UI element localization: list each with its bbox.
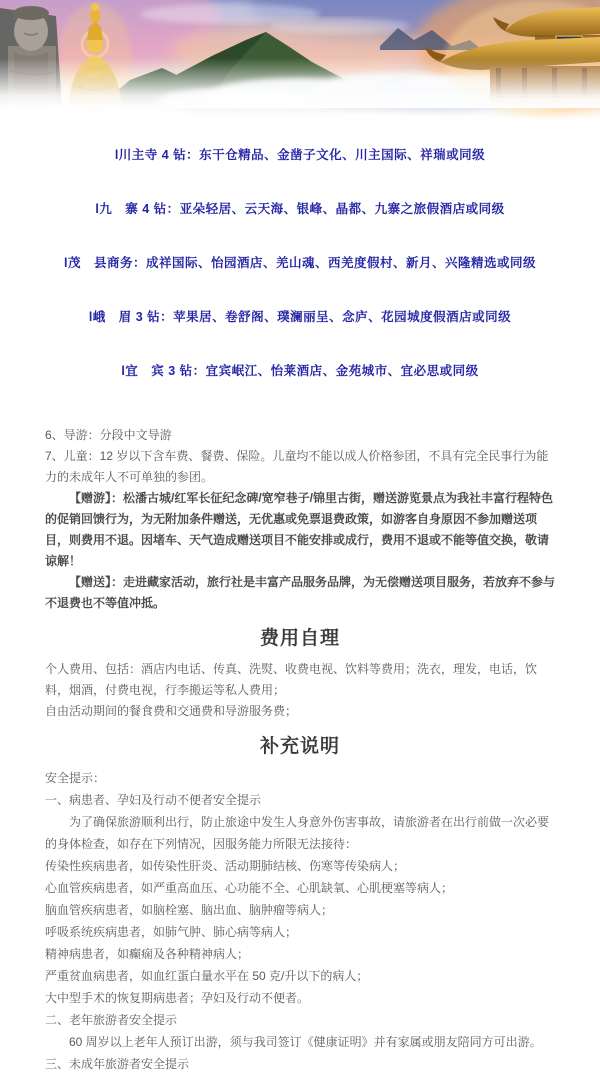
safety-section-1-intro: 为了确保旅游顺利出行，防止旅途中发生人身意外伤害事故，请旅游者在出行前做一次必要的身体检查，如存在下列情况，因服务能力所限无法接待： <box>45 815 550 851</box>
header-photo <box>0 0 600 108</box>
bottom-fade <box>0 58 600 108</box>
safety-notice <box>45 767 555 1075</box>
safety-section-2-heading: 二、老年旅游者安全提示 <box>45 1013 178 1027</box>
gift-tour-paragraph: 【赠游】：松潘古城/红军长征纪念碑/宽窄巷子/锦里古街，赠送游览景点为我社丰富行程特色的促销回馈行为，为无附加条件赠送，无优惠或免票退费政策，如游客自身原因不参加赠送项目，则费用不退。因堵车、天气造成赠送项目不能安排或成行，费用不退或不能等值交换，敬请谅解！ <box>45 491 554 568</box>
hotel-line-jiuzhai: l九 寨 4 钻：亚朵轻居、云天海、银峰、晶都、九寨之旅假酒店或同级 <box>95 202 505 216</box>
safety-section-3-heading: 三、未成年旅游者安全提示 <box>45 1057 190 1071</box>
hotel-line-chuanzhusi: l川主寺 4 钻：东干仓精品、金凿子文化、川主国际、祥瑞或同级 <box>114 148 486 162</box>
safety-item-surgery-recovery: 大中型手术的恢复期病患者；孕妇及行动不便者。 <box>45 991 310 1005</box>
safety-item-cerebrovascular: 脑血管疾病患者，如脑栓塞、脑出血、脑肿瘤等病人； <box>45 903 334 917</box>
self-pay-title: 费用自理 <box>259 628 340 649</box>
hotel-list <box>0 110 600 416</box>
safety-item-respiratory: 呼吸系统疾病患者，如肺气肿、肺心病等病人； <box>45 925 298 939</box>
self-pay-personal-costs: 个人费用、包括：酒店内电话、传真、洗熨、收费电视、饮料等费用；洗衣，理发，电话，饮料，烟酒，付费电视，行李搬运等私人费用； <box>45 662 538 697</box>
safety-item-anemia: 严重贫血病患者，如血红蛋白量水平在 50 克/升以下的病人； <box>45 969 369 983</box>
note-children: 7、儿童：12 岁以下含车费、餐费、保险。儿童均不能以成人价格参团，不具有完全民事行为能力的未成年人不可单独的参团。 <box>45 449 549 484</box>
safety-item-mental: 精神病患者，如癫痫及各种精神病人； <box>45 947 250 961</box>
safety-section-2-intro: 60 周岁以上老年人预订出游，须与我司签订《健康证明》并有家属或朋友陪同方可出游。 <box>69 1035 542 1049</box>
safety-section-1-heading: 一、病患者、孕妇及行动不便者安全提示 <box>45 793 262 807</box>
gift-giveaway-paragraph: 【赠送】：走进藏家活动，旅行社是丰富产品服务品牌，为无偿赠送项目服务，若放弃不参与不退费也不等值冲抵。 <box>45 575 556 610</box>
hotel-line-emei: l峨 眉 3 钻：苹果居、卷舒阁、璞澜丽呈、念庐、花园城度假酒店或同级 <box>88 310 512 324</box>
document-body <box>45 425 555 1075</box>
safety-label: 安全提示： <box>45 771 106 785</box>
self-pay-free-time-costs: 自由活动期间的餐食费和交通费和导游服务费； <box>45 704 298 718</box>
hotel-line-maoxian: l茂 县商务：成祥国际、怡园酒店、羌山魂、西羌度假村、新月、兴隆精选或同级 <box>64 256 536 270</box>
note-guide: 6、导游：分段中文导游 <box>45 428 172 442</box>
safety-item-cardiovascular: 心血管疾病患者，如严重高血压、心功能不全、心肌缺氧、心肌梗塞等病人； <box>45 881 454 895</box>
supplement-title: 补充说明 <box>259 736 340 757</box>
hotel-line-yibin: l宜 宾 3 钻：宜宾岷江、怡莱酒店、金苑城市、宜必思或同级 <box>121 364 479 378</box>
safety-item-infectious: 传染性疾病患者，如传染性肝炎、活动期肺结核、伤寒等传染病人； <box>45 859 406 873</box>
